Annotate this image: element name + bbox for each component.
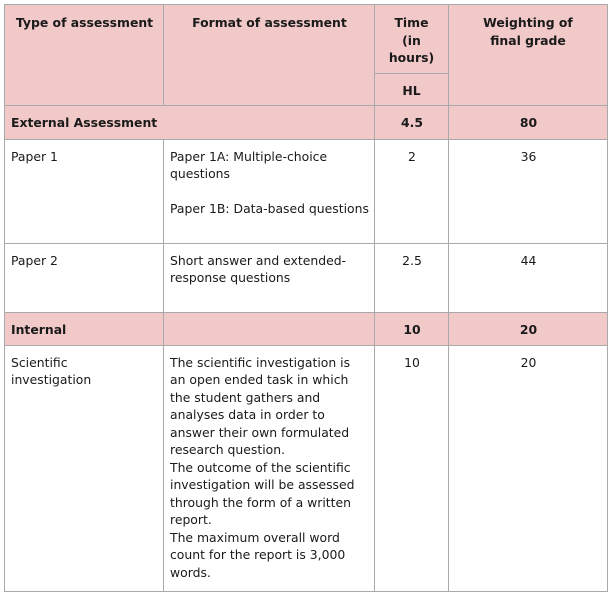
header-type: Type of assessment	[5, 5, 164, 106]
paper1-format	[164, 139, 375, 243]
internal-row	[5, 312, 608, 345]
header-format: Format of assessment	[164, 5, 375, 106]
investigation-format-1: The scientific investigation is an open ended task in which the student gathers and analyses data in order to answer their own formulated research question.	[170, 354, 351, 457]
external-row	[5, 105, 608, 139]
paper1-row	[5, 139, 608, 243]
external-time: 4.5	[375, 105, 449, 139]
investigation-time: 10	[375, 345, 449, 591]
investigation-format-3: The maximum overall word count for the report is 3,000 words.	[170, 529, 346, 580]
internal-label: Internal	[5, 312, 164, 345]
internal-time: 10	[375, 312, 449, 345]
investigation-weighting: 20	[449, 345, 608, 591]
paper1-format-a: Paper 1A: Multiple-choice questions	[170, 148, 328, 181]
paper2-format: Short answer and extended-response questions	[164, 243, 375, 312]
paper1-time: 2	[375, 139, 449, 243]
investigation-format-2: The outcome of the scientific investigation will be assessed through the form of a written report.	[170, 459, 355, 527]
internal-format-empty	[164, 312, 375, 345]
investigation-row	[5, 345, 608, 591]
external-weighting: 80	[449, 105, 608, 139]
paper1-format-b: Paper 1B: Data-based questions	[170, 200, 369, 216]
header-time: Time (in hours)	[375, 5, 449, 74]
investigation-type: Scientific investigation	[5, 345, 164, 591]
header-row	[5, 5, 608, 74]
paper2-type: Paper 2	[5, 243, 164, 312]
header-weighting: Weighting of final grade	[449, 5, 608, 106]
investigation-format	[164, 345, 375, 591]
internal-weighting: 20	[449, 312, 608, 345]
paper2-weighting: 44	[449, 243, 608, 312]
assessment-table	[4, 4, 608, 592]
paper1-type: Paper 1	[5, 139, 164, 243]
paper2-row	[5, 243, 608, 312]
external-label: External Assessment	[5, 105, 375, 139]
paper1-weighting: 36	[449, 139, 608, 243]
header-time-hl: HL	[375, 73, 449, 105]
paper2-time: 2.5	[375, 243, 449, 312]
